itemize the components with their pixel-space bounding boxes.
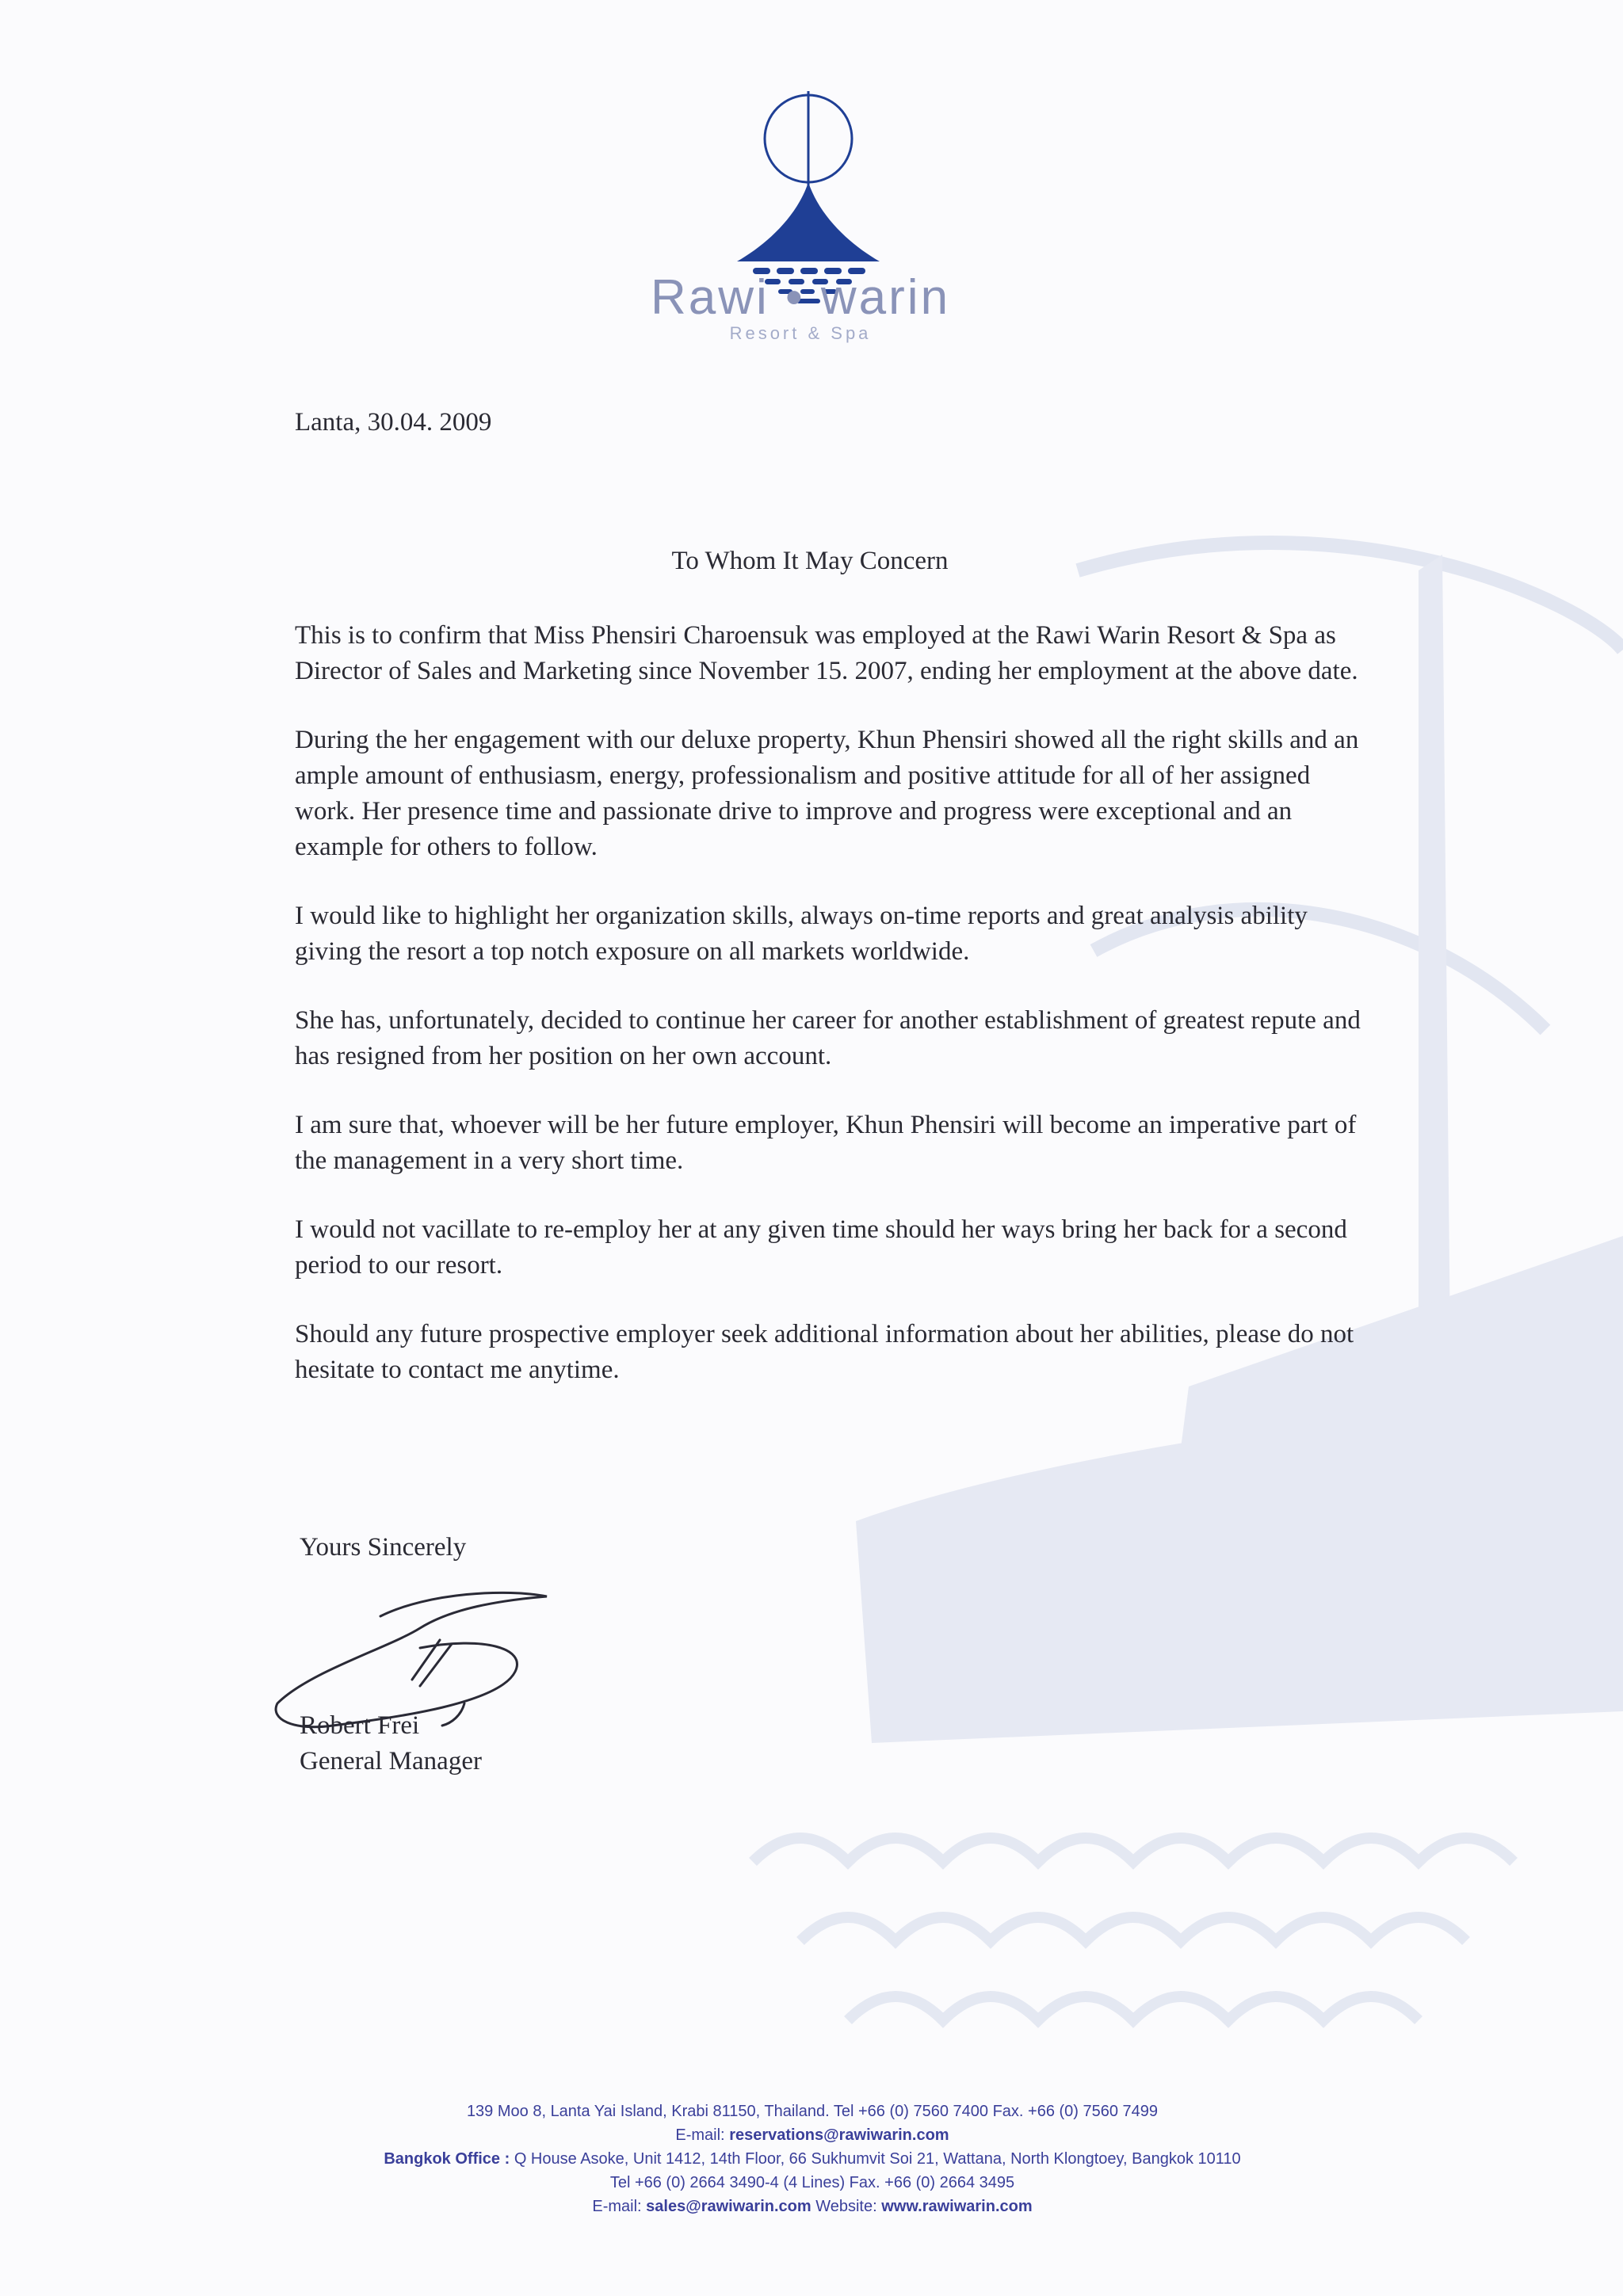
letter-paragraph: This is to confirm that Miss Phensiri Charoensuk was employed at the Rawi Warin Resort & Spa as Director of Sales and Marketing since November 15. 2007, ending her employment at the above date. — [295, 621, 1358, 685]
letter-body — [295, 618, 1369, 1421]
letter-paragraph: I am sure that, whoever will be her future employer, Khun Phensiri will become an imperative part of the management in a very short time. — [295, 1111, 1357, 1175]
signer-name: Robert Frei — [300, 1711, 420, 1740]
letter-paragraph: She has, unfortunately, decided to continue her career for another establishment of greatest repute and has resigned from her position on her own account. — [295, 1006, 1361, 1070]
brand-tagline: Resort & Spa — [729, 323, 872, 343]
letter-paragraph: I would like to highlight her organization skills, always on-time reports and great analysis ability giving the resort a top notch exposure on all markets worldwide. — [295, 902, 1308, 966]
bangkok-address: Q House Asoke, Unit 1412, 14th Floor, 66 Sukhumvit Soi 21, Wattana, North Klongtoey, Bangkok 10110 — [514, 2150, 1241, 2168]
signer-title: General Manager — [300, 1747, 482, 1775]
footer-sales-email-link[interactable]: sales@rawiwarin.com — [646, 2198, 812, 2215]
letterhead-footer — [119, 2100, 1506, 2218]
footer-email-line: E-mail: reservations@rawiwarin.com — [675, 2126, 949, 2144]
letter-date: Lanta, 30.04. 2009 — [295, 408, 492, 437]
letter-salutation: To Whom It May Concern — [671, 547, 949, 575]
brand-name: Rawi • warin — [650, 270, 951, 325]
footer-email-link[interactable]: reservations@rawiwarin.com — [729, 2126, 949, 2144]
footer-address: 139 Moo 8, Lanta Yai Island, Krabi 81150, Thailand. Tel +66 (0) 7560 7400 Fax. +66 (0) 7560 7499 — [466, 2103, 1159, 2120]
footer-bangkok-phone: Tel +66 (0) 2664 3490-4 (4 Lines) Fax. +66 (0) 2664 3495 — [609, 2174, 1015, 2191]
letter-closing: Yours Sincerely — [300, 1533, 467, 1562]
letter-paragraph: Should any future prospective employer seek additional information about her abilities, please do not hesitate to contact me anytime. — [295, 1320, 1354, 1384]
footer-website-link[interactable]: www.rawiwarin.com — [881, 2198, 1033, 2215]
footer-contact-line: E-mail: sales@rawiwarin.com Website: www.rawiwarin.com — [592, 2198, 1033, 2215]
footer-bangkok-line — [119, 2147, 1506, 2171]
bangkok-office-label: Bangkok Office : — [384, 2150, 514, 2168]
letter-paragraph: I would not vacillate to re-employ her at any given time should her ways bring her back for a second period to our resort. — [295, 1215, 1347, 1280]
letter-paragraph: During the her engagement with our deluxe property, Khun Phensiri showed all the right skills and an ample amount of enthusiasm, energy, professionalism and positive attitude for all of her assigned work. Her presence time and passionate drive to improve and progress were exceptional and an example for others to follow. — [295, 726, 1359, 861]
